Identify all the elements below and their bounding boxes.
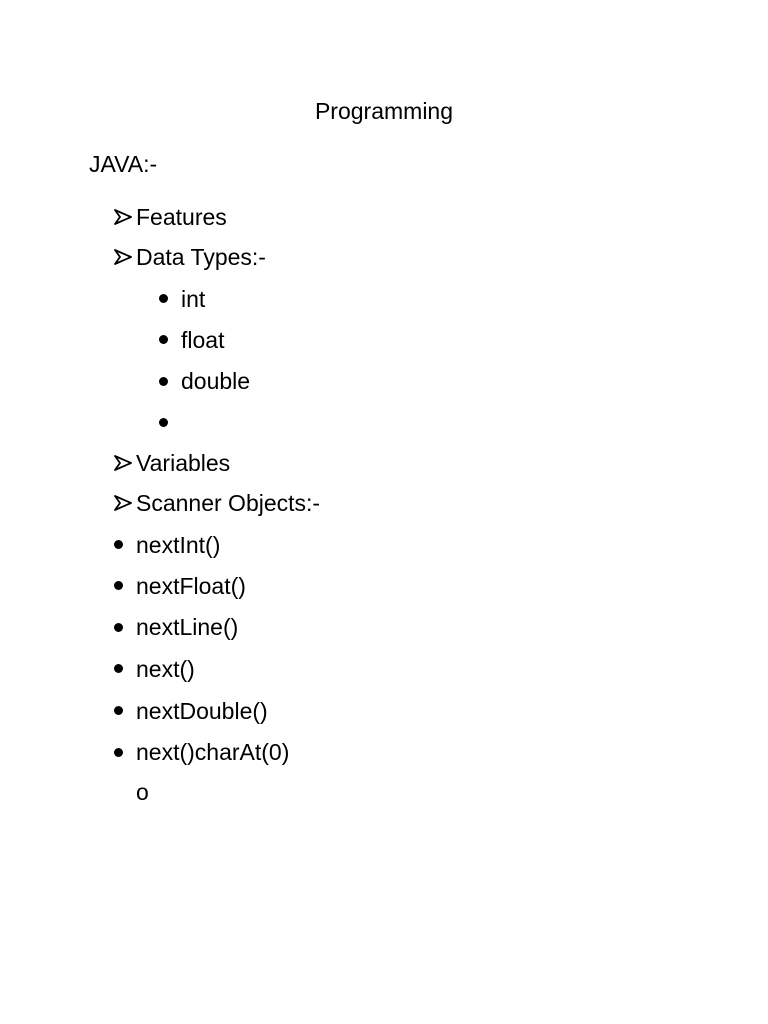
bullet-dot-icon [114, 540, 123, 549]
document-title: Programming [314, 98, 454, 124]
scanner-item: nextDouble() [136, 698, 268, 724]
bullet-dot-icon [159, 418, 168, 427]
bullet-dot-icon [114, 748, 123, 757]
list-item-variables: Variables [136, 450, 231, 476]
bullet-dot-icon [114, 623, 123, 632]
data-type-item: double [181, 368, 251, 394]
list-item-features: Features [136, 204, 227, 230]
trailing-mark: o [136, 779, 149, 805]
section-heading: JAVA:- [89, 151, 158, 177]
bullet-dot-icon [114, 706, 123, 715]
data-type-item: float [181, 327, 225, 353]
data-type-item: int [181, 286, 206, 312]
bullet-dot-icon [114, 581, 123, 590]
arrow-bullet-icon [113, 493, 133, 513]
scanner-item: next()charAt(0) [136, 739, 290, 765]
bullet-dot-icon [159, 335, 168, 344]
scanner-item: nextLine() [136, 614, 239, 640]
arrow-bullet-icon [113, 207, 133, 227]
list-item-scanner-objects: Scanner Objects:- [136, 490, 321, 516]
arrow-bullet-icon [113, 453, 133, 473]
scanner-item: nextInt() [136, 532, 221, 558]
bullet-dot-icon [159, 377, 168, 386]
arrow-bullet-icon [113, 247, 133, 267]
bullet-dot-icon [114, 664, 123, 673]
scanner-item: nextFloat() [136, 573, 246, 599]
list-item-data-types: Data Types:- [136, 244, 266, 270]
bullet-dot-icon [159, 294, 168, 303]
scanner-item: next() [136, 656, 195, 682]
